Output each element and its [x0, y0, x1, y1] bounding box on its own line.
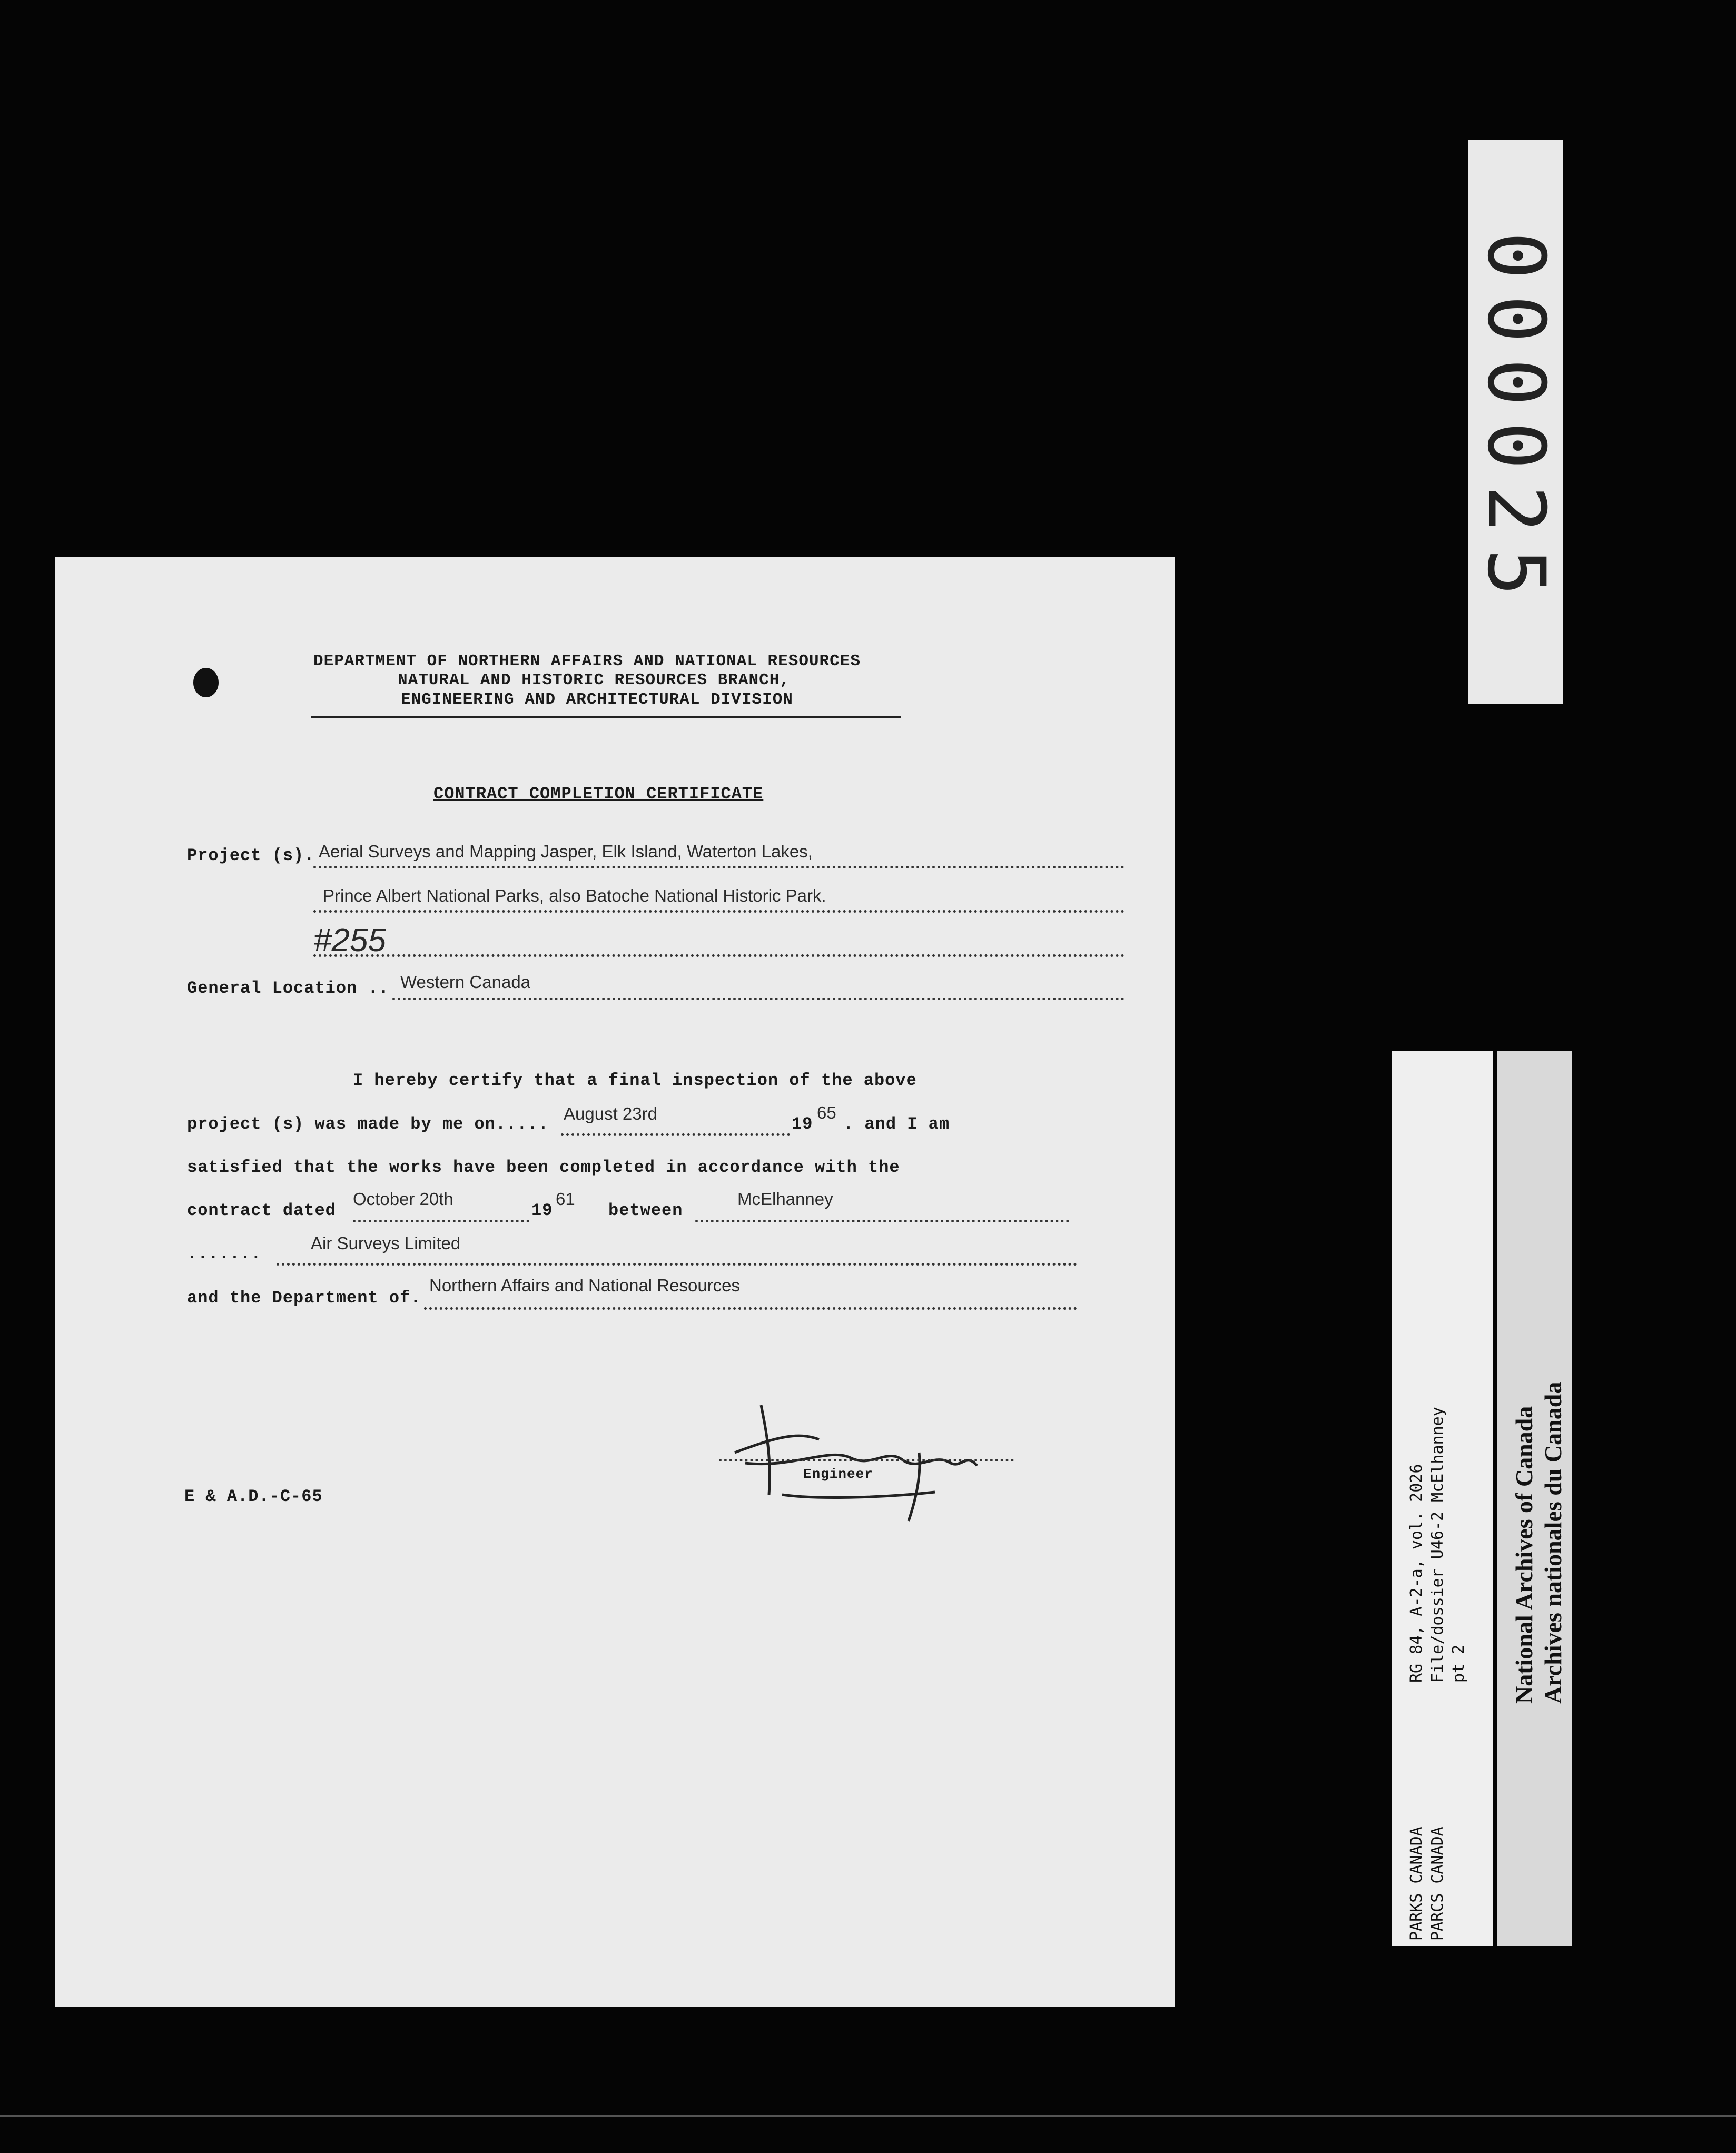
inspection-year: 65 [817, 1103, 836, 1122]
national-archives-label [1497, 1051, 1572, 1946]
department-dotted-line [424, 1307, 1077, 1310]
contract-date-dotted-line [353, 1220, 529, 1222]
certificate-title: CONTRACT COMPLETION CERTIFICATE [433, 784, 764, 804]
contract-year: 61 [556, 1189, 575, 1209]
frame-number: 000025 [1470, 232, 1562, 612]
body-line-6-prefix: and the Department of. [187, 1288, 421, 1308]
project-label: Project (s). [187, 846, 315, 865]
project-dotted-line-3 [313, 954, 1125, 957]
body-line-1: I hereby certify that a final inspection of the above [353, 1071, 917, 1090]
project-dotted-line-1 [313, 866, 1125, 868]
project-line-3: #255 [313, 922, 386, 959]
body-line-4-prefix: contract dated [187, 1201, 336, 1220]
project-line-2: Prince Albert National Parks, also Batoche National Historic Park. [323, 886, 826, 905]
archive-ref-line-3: pt 2 [1449, 1644, 1468, 1683]
archives-english: National Archives of Canada [1511, 1406, 1537, 1704]
bottom-border-line [0, 2115, 1736, 2117]
header-line-2: NATURAL AND HISTORIC RESOURCES BRANCH, [398, 671, 790, 689]
contractor-name-2: Air Surveys Limited [311, 1233, 461, 1253]
agency-french: PARCS CANADA [1428, 1826, 1447, 1941]
inspection-date-dotted-line [561, 1133, 790, 1136]
contractor-dotted-line-1 [695, 1220, 1069, 1222]
archive-ref-line-2: File/dossier U46-2 McElhanney [1428, 1407, 1447, 1683]
certificate-page [55, 557, 1175, 2007]
frame-number-strip [1468, 140, 1563, 704]
body-line-2-prefix: project (s) was made by me on..... [187, 1114, 549, 1134]
body-line-3: satisfied that the works have been completed in accordance with the [187, 1158, 900, 1177]
signature-role: Engineer [803, 1466, 873, 1482]
archives-french: Archives nationales du Canada [1540, 1381, 1566, 1704]
contract-date: October 20th [353, 1189, 453, 1209]
header-line-3: ENGINEERING AND ARCHITECTURAL DIVISION [401, 690, 793, 709]
body-line-2-suffix: . and I am [843, 1114, 950, 1134]
body-line-2-year-prefix: 19 [792, 1114, 813, 1134]
agency-english: PARKS CANADA [1407, 1826, 1426, 1941]
location-value: Western Canada [400, 972, 531, 992]
signature-handwritten [714, 1389, 1009, 1526]
location-dotted-line [392, 998, 1125, 1000]
contractor-name-1: McElhanney [737, 1189, 833, 1209]
project-line-1: Aerial Surveys and Mapping Jasper, Elk Island, Waterton Lakes, [319, 842, 813, 861]
archive-reference-label [1392, 1051, 1493, 1946]
header-underline [311, 716, 901, 718]
signature-dotted-line [719, 1459, 1014, 1461]
location-label: General Location .. [187, 979, 389, 998]
punch-hole-mark [193, 668, 219, 697]
archive-ref-line-1: RG 84, A-2-a, vol. 2026 [1407, 1464, 1426, 1683]
inspection-date: August 23rd [564, 1104, 657, 1123]
body-line-5-prefix: ....... [187, 1244, 262, 1263]
body-line-4-between: between [608, 1201, 683, 1220]
department-name: Northern Affairs and National Resources [429, 1276, 741, 1295]
contractor-dotted-line-2 [277, 1263, 1077, 1266]
body-line-4-year-prefix: 19 [531, 1201, 553, 1220]
form-code: E & A.D.-C-65 [184, 1487, 323, 1506]
header-line-1: DEPARTMENT OF NORTHERN AFFAIRS AND NATIONAL RESOURCES [313, 652, 861, 670]
project-dotted-line-2 [313, 910, 1125, 913]
